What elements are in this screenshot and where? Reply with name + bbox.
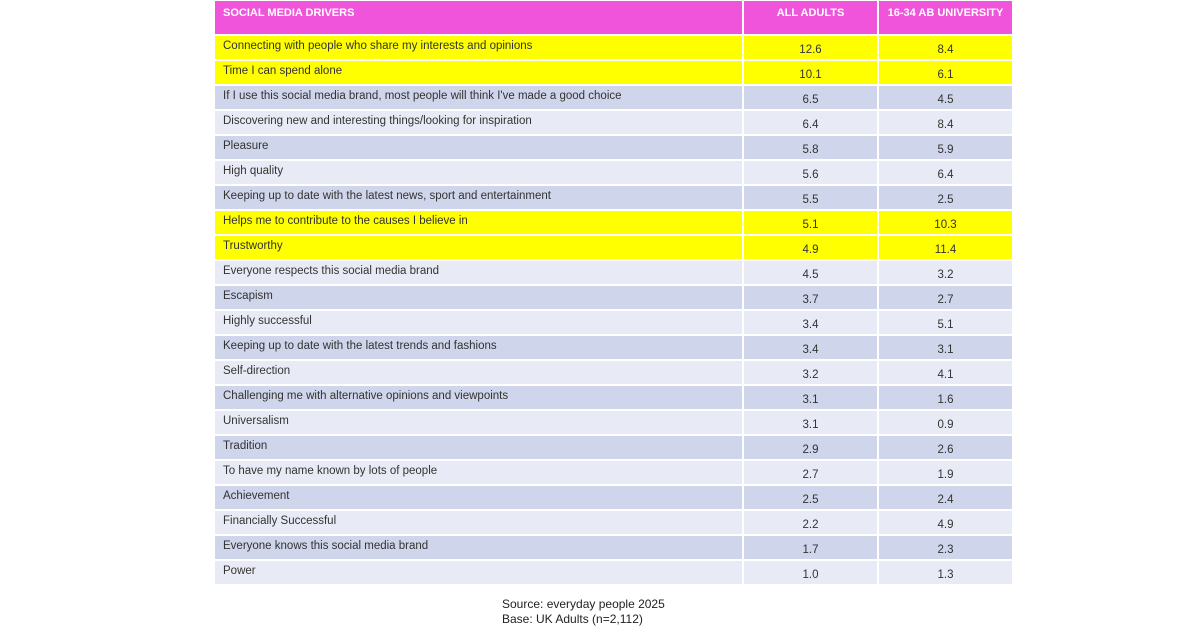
row-label: Highly successful [215, 310, 743, 335]
table-header-row [215, 1, 1012, 35]
row-label: Everyone respects this social media brand [215, 260, 743, 285]
ab-university-value: 8.4 [878, 110, 1012, 135]
row-label: Discovering new and interesting things/looking for inspiration [215, 110, 743, 135]
all-adults-value: 5.6 [743, 160, 878, 185]
table-body [215, 35, 1012, 585]
ab-university-value: 4.1 [878, 360, 1012, 385]
table-row [215, 485, 1012, 510]
all-adults-value: 10.1 [743, 60, 878, 85]
table-row [215, 560, 1012, 585]
table-row [215, 435, 1012, 460]
ab-university-value: 10.3 [878, 210, 1012, 235]
base-line: Base: UK Adults (n=2,112) [502, 612, 643, 626]
all-adults-value: 2.5 [743, 485, 878, 510]
all-adults-value: 5.5 [743, 185, 878, 210]
table-row [215, 85, 1012, 110]
ab-university-value: 11.4 [878, 235, 1012, 260]
ab-university-value: 2.7 [878, 285, 1012, 310]
all-adults-value: 4.5 [743, 260, 878, 285]
table-row [215, 460, 1012, 485]
table-row [215, 310, 1012, 335]
table-row [215, 285, 1012, 310]
ab-university-value: 4.5 [878, 85, 1012, 110]
all-adults-value: 5.1 [743, 210, 878, 235]
all-adults-value: 3.1 [743, 410, 878, 435]
all-adults-value: 6.5 [743, 85, 878, 110]
ab-university-value: 6.1 [878, 60, 1012, 85]
ab-university-value: 0.9 [878, 410, 1012, 435]
ab-university-value: 2.5 [878, 185, 1012, 210]
table-row [215, 335, 1012, 360]
ab-university-value: 3.2 [878, 260, 1012, 285]
header-social-media-drivers: SOCIAL MEDIA DRIVERS [215, 1, 743, 35]
ab-university-value: 1.3 [878, 560, 1012, 585]
all-adults-value: 2.2 [743, 510, 878, 535]
row-label: Achievement [215, 485, 743, 510]
row-label: Pleasure [215, 135, 743, 160]
row-label: Universalism [215, 410, 743, 435]
row-label: Self-direction [215, 360, 743, 385]
row-label: Trustworthy [215, 235, 743, 260]
row-label: Helps me to contribute to the causes I believe in [215, 210, 743, 235]
row-label: To have my name known by lots of people [215, 460, 743, 485]
row-label: Tradition [215, 435, 743, 460]
social-media-drivers-table [215, 1, 1012, 586]
table-row [215, 360, 1012, 385]
all-adults-value: 4.9 [743, 235, 878, 260]
all-adults-value: 6.4 [743, 110, 878, 135]
all-adults-value: 2.9 [743, 435, 878, 460]
ab-university-value: 4.9 [878, 510, 1012, 535]
all-adults-value: 3.1 [743, 385, 878, 410]
table-row [215, 510, 1012, 535]
row-label: Time I can spend alone [215, 60, 743, 85]
table-row [215, 35, 1012, 60]
header-all-adults: ALL ADULTS [743, 1, 878, 35]
table-row [215, 135, 1012, 160]
table-row [215, 410, 1012, 435]
all-adults-value: 3.7 [743, 285, 878, 310]
all-adults-value: 1.7 [743, 535, 878, 560]
ab-university-value: 1.9 [878, 460, 1012, 485]
ab-university-value: 2.4 [878, 485, 1012, 510]
all-adults-value: 5.8 [743, 135, 878, 160]
table-row [215, 235, 1012, 260]
ab-university-value: 5.9 [878, 135, 1012, 160]
all-adults-value: 12.6 [743, 35, 878, 60]
table-row [215, 385, 1012, 410]
ab-university-value: 6.4 [878, 160, 1012, 185]
row-label: Financially Successful [215, 510, 743, 535]
row-label: Challenging me with alternative opinions and viewpoints [215, 385, 743, 410]
ab-university-value: 1.6 [878, 385, 1012, 410]
header-16-34-ab-university: 16-34 AB UNIVERSITY [878, 1, 1012, 35]
ab-university-value: 2.6 [878, 435, 1012, 460]
source-note [502, 597, 665, 627]
table-row [215, 60, 1012, 85]
all-adults-value: 3.4 [743, 335, 878, 360]
ab-university-value: 5.1 [878, 310, 1012, 335]
table-row [215, 260, 1012, 285]
all-adults-value: 3.2 [743, 360, 878, 385]
table-row [215, 110, 1012, 135]
ab-university-value: 3.1 [878, 335, 1012, 360]
row-label: Power [215, 560, 743, 585]
table-row [215, 160, 1012, 185]
ab-university-value: 2.3 [878, 535, 1012, 560]
all-adults-value: 3.4 [743, 310, 878, 335]
row-label: Escapism [215, 285, 743, 310]
table-row [215, 185, 1012, 210]
row-label: If I use this social media brand, most people will think I've made a good choice [215, 85, 743, 110]
row-label: Keeping up to date with the latest news, sport and entertainment [215, 185, 743, 210]
row-label: Connecting with people who share my interests and opinions [215, 35, 743, 60]
table-row [215, 535, 1012, 560]
table-row [215, 210, 1012, 235]
all-adults-value: 2.7 [743, 460, 878, 485]
all-adults-value: 1.0 [743, 560, 878, 585]
row-label: Keeping up to date with the latest trends and fashions [215, 335, 743, 360]
ab-university-value: 8.4 [878, 35, 1012, 60]
source-line: Source: everyday people 2025 [502, 597, 665, 611]
row-label: High quality [215, 160, 743, 185]
row-label: Everyone knows this social media brand [215, 535, 743, 560]
